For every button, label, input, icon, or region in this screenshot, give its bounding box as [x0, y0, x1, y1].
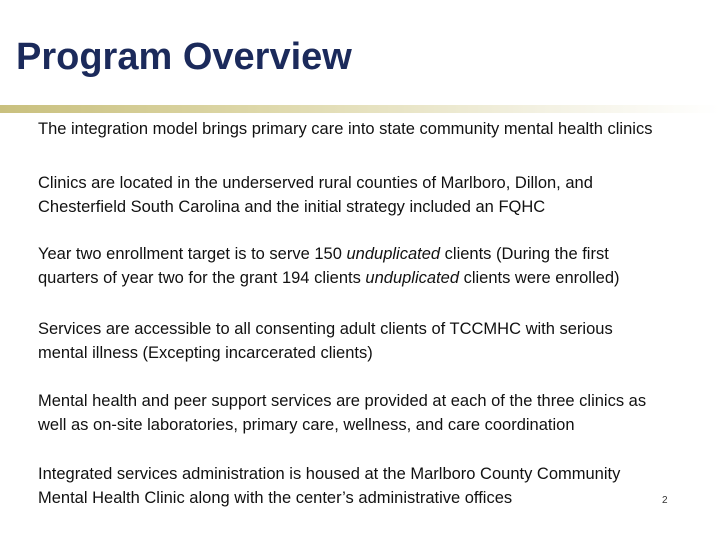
bullet-line: mental illness (Excepting incarcerated clients)	[38, 344, 373, 362]
bullet-line: Clinics are located in the underserved rural counties of Marlboro, Dillon, and	[38, 174, 593, 192]
bullet-line: Mental health and peer support services are provided at each of the three clinics as	[38, 392, 647, 410]
bullet-integration-model	[38, 117, 718, 141]
page-number: 2	[662, 495, 668, 506]
bullet-service-access	[38, 317, 718, 365]
bullet-line: Integrated services administration is housed at the Marlboro County Community	[38, 465, 621, 483]
bullet-enrollment-target	[38, 242, 718, 290]
emphasis-text: unduplicated	[346, 245, 441, 263]
bullet-line: The integration model brings primary care into state community mental health clinics	[38, 120, 653, 138]
bullet-line	[38, 266, 718, 290]
emphasis-text: unduplicated	[365, 269, 459, 287]
slide-title: Program Overview	[16, 36, 352, 78]
bullet-line: Mental Health Clinic along with the center’s administrative offices	[38, 489, 513, 507]
text-run: quarters of year two for the grant 194 clients	[38, 269, 366, 287]
bullet-services-provided	[38, 389, 718, 437]
bullet-clinic-locations	[38, 171, 718, 219]
text-run: clients (During the first	[440, 245, 609, 263]
bullet-line: well as on-site laboratories, primary care, wellness, and care coordination	[38, 416, 575, 434]
bullet-line: Chesterfield South Carolina and the initial strategy included an FQHC	[38, 198, 546, 216]
bullet-administration	[38, 462, 718, 510]
bullet-line	[38, 242, 718, 266]
text-run: Year two enrollment target is to serve 150	[38, 245, 347, 263]
text-run: clients were enrolled)	[459, 269, 620, 287]
bullet-line: Services are accessible to all consenting adult clients of TCCMHC with serious	[38, 320, 613, 338]
